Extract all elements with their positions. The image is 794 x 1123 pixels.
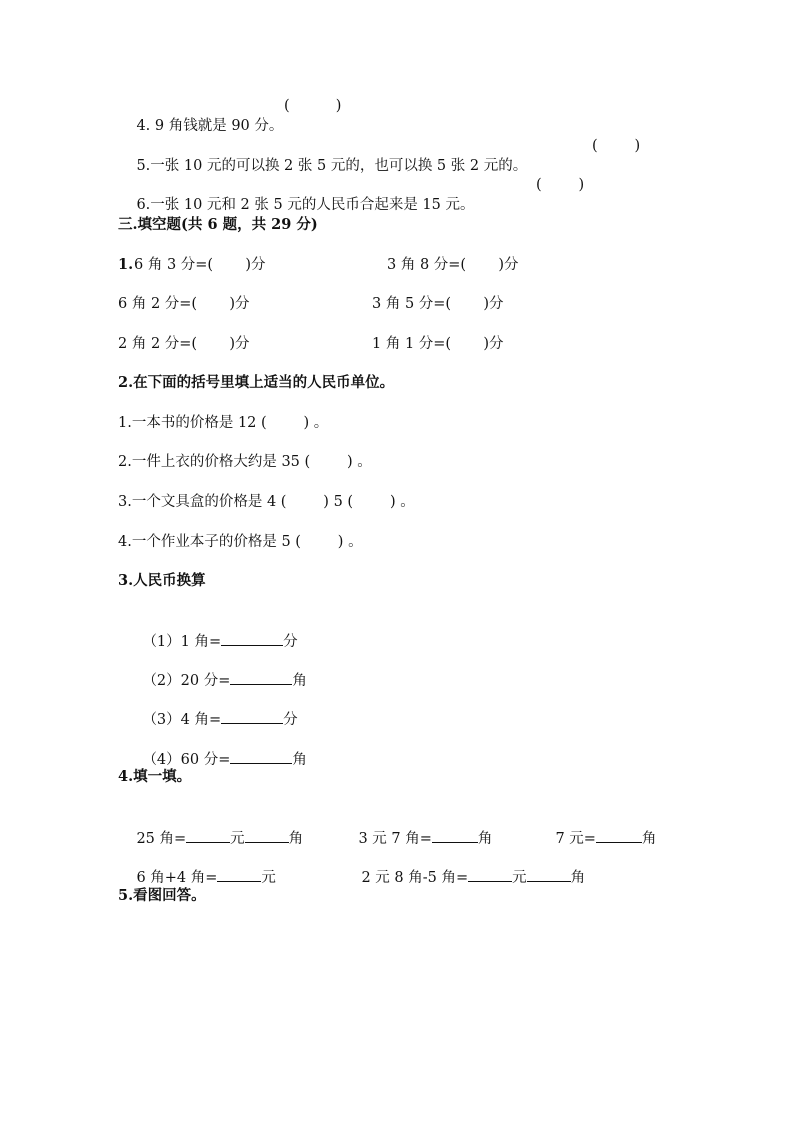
conversion-item[interactable]: 1 角 1 分=( )分 [372,336,504,352]
question-title: 5.看图回答。 [118,887,206,904]
conversion-item[interactable]: 3 角 8 分=( )分 [387,257,519,273]
fill-item [343,846,585,908]
unit-label: 角 [292,752,307,768]
answer-blank[interactable] [230,669,292,685]
question-text: 5.一张 10 元的可以换 2 张 5 元的，也可以换 5 张 2 元的。 [136,158,528,174]
answer-blank[interactable] [596,827,642,843]
row-prefix: （2）20 分= [142,673,231,689]
answer-blank[interactable] [217,866,261,882]
question-number: 1. [118,256,134,273]
unit-label: 角 [641,831,657,847]
unit-label: 分 [283,712,298,728]
unit-label: 角 [292,673,307,689]
answer-blank[interactable] [186,827,230,843]
question-text: 4. 9 角钱就是 90 分。 [136,118,284,134]
unit-label: 元 [261,870,276,886]
question-title: 3.人民币换算 [118,572,206,589]
unit-label: 角 [570,870,586,886]
answer-blank[interactable] [468,866,512,882]
item-prefix: 2 元 8 角-5 角= [361,870,469,886]
question-title: 4.填一填。 [118,768,192,785]
answer-blank[interactable] [527,866,571,882]
answer-blank[interactable] [221,630,283,646]
answer-paren[interactable]: ( ) [536,177,585,193]
answer-blank[interactable] [221,708,283,724]
list-item[interactable]: 2.一件上衣的价格大约是 35 ( ) 。 [118,454,372,470]
list-item[interactable]: 4.一个作业本子的价格是 5 ( ) 。 [118,534,363,550]
question-title: 2.在下面的括号里填上适当的人民币单位。 [118,374,395,391]
conversion-item[interactable]: 2 角 2 分=( )分 [118,336,250,352]
row-prefix: （3）4 角= [142,712,222,728]
question-text: 6.一张 10 元和 2 张 5 元的人民币合起来是 15 元。 [136,197,475,213]
answer-paren[interactable]: ( ) [592,138,641,154]
row-prefix: （4）60 分= [142,752,231,768]
answer-blank[interactable] [245,827,289,843]
row-prefix: （1）1 角= [142,634,222,650]
section-title: 三.填空题(共 6 题，共 29 分) [118,216,318,233]
item-prefix: 6 角+4 角= [136,870,218,886]
unit-label: 元 [230,831,245,847]
answer-paren[interactable]: ( ) [284,98,342,114]
unit-label: 角 [288,831,304,847]
unit-label: 分 [283,634,298,650]
item-prefix: 3 元 7 角= [358,831,432,847]
answer-blank[interactable] [230,748,292,764]
conversion-item[interactable]: 3 角 5 分=( )分 [372,296,504,312]
answer-blank[interactable] [432,827,478,843]
unit-label: 元 [512,870,527,886]
item-prefix: 7 元= [555,831,596,847]
list-item[interactable]: 3.一个文具盒的价格是 4 ( ) 5 ( ) 。 [118,494,415,510]
conversion-item[interactable]: 6 角 2 分=( )分 [118,296,250,312]
unit-label: 角 [477,831,493,847]
list-item[interactable]: 1.一本书的价格是 12 ( ) 。 [118,415,329,431]
conversion-item[interactable]: 6 角 3 分=( )分 [134,257,266,273]
item-prefix: 25 角= [136,831,187,847]
